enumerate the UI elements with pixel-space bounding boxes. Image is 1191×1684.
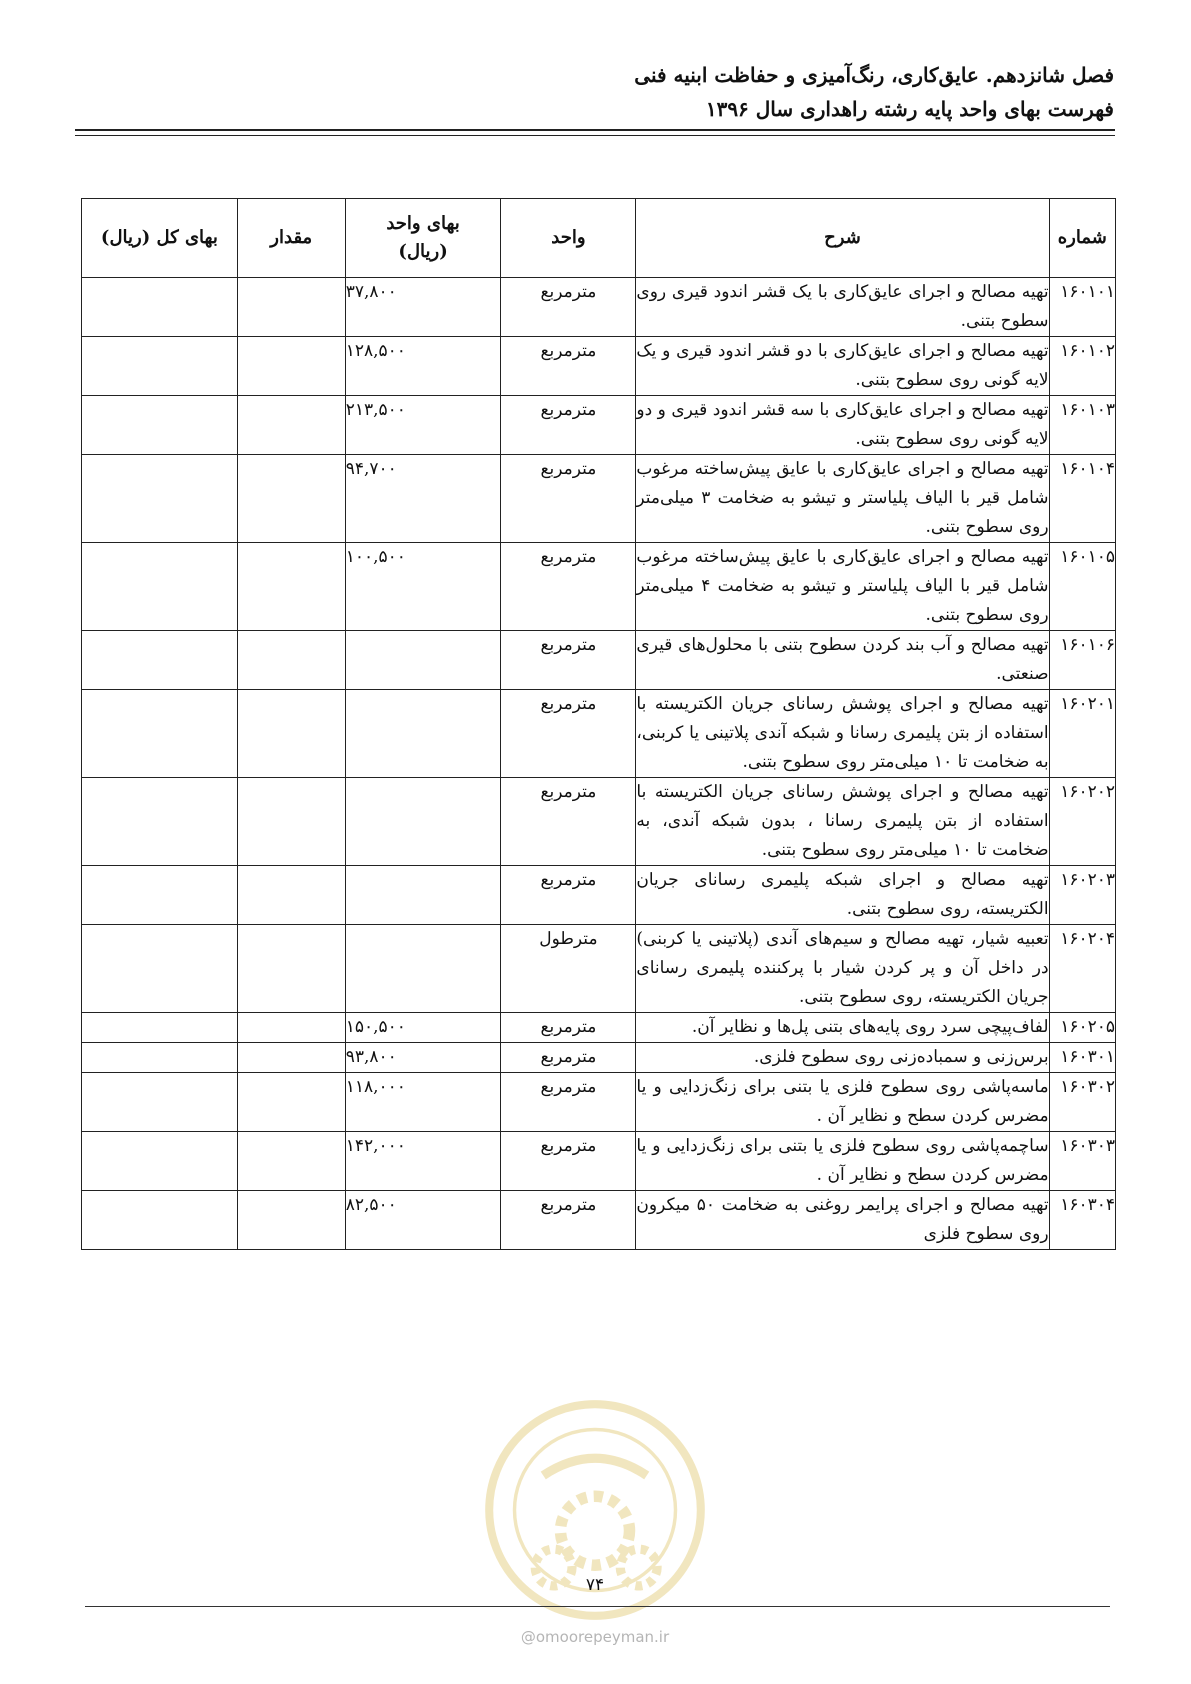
- item-unit-price: ۱۰۰,۵۰۰: [345, 543, 501, 631]
- item-code: ۱۶۰۲۰۵: [1049, 1013, 1115, 1043]
- item-description: تهیه مصالح و اجرای پرایمر روغنی به ضخامت ۵۰ میکرون روی سطوح فلزی: [636, 1191, 1049, 1250]
- item-unit-price: ۱۱۸,۰۰۰: [345, 1073, 501, 1132]
- item-quantity: [237, 1043, 345, 1073]
- item-code: ۱۶۰۲۰۴: [1049, 925, 1115, 1013]
- item-total-price: [82, 1073, 238, 1132]
- item-unit-price: ۱۲۸,۵۰۰: [345, 337, 501, 396]
- item-code: ۱۶۰۱۰۶: [1049, 631, 1115, 690]
- price-list-title: فهرست بهای واحد پایه رشته راهداری سال ۱۳۹۶: [705, 97, 1114, 121]
- item-unit: مترمربع: [501, 866, 636, 925]
- item-unit-price: [345, 925, 501, 1013]
- item-unit: مترمربع: [501, 1132, 636, 1191]
- item-description: ماسه‌پاشی روی سطوح فلزی یا بتنی برای زنگ‌زدایی و یا مضرس کردن سطح و نظایر آن .: [636, 1073, 1049, 1132]
- item-total-price: [82, 278, 238, 337]
- item-quantity: [237, 866, 345, 925]
- table-row: [82, 396, 1116, 455]
- header-rule-thin: [75, 135, 1115, 136]
- item-total-price: [82, 1043, 238, 1073]
- item-code: ۱۶۰۳۰۱: [1049, 1043, 1115, 1073]
- item-description: تهیه مصالح و اجرای عایق‌کاری با سه قشر اندود قیری و دو لایه گونی روی سطوح بتنی.: [636, 396, 1049, 455]
- item-code: ۱۶۰۲۰۱: [1049, 690, 1115, 778]
- item-total-price: [82, 455, 238, 543]
- item-unit-price: ۱۵۰,۵۰۰: [345, 1013, 501, 1043]
- item-description: تهیه مصالح و اجرای پوشش رسانای جریان الکتریسته با استفاده از بتن پلیمری رسانا ، بدون شبکه آندی، به ضخامت تا ۱۰ میلی‌متر روی سطوح بتنی.: [636, 778, 1049, 866]
- item-unit: مترمربع: [501, 631, 636, 690]
- item-unit-price: [345, 631, 501, 690]
- item-description: برس‌زنی و سمباده‌زنی روی سطوح فلزی.: [636, 1043, 1049, 1073]
- item-quantity: [237, 778, 345, 866]
- item-code: ۱۶۰۲۰۲: [1049, 778, 1115, 866]
- footer-rule: [85, 1606, 1110, 1607]
- website-watermark: @omoorepeyman.ir: [520, 1628, 670, 1646]
- item-quantity: [237, 690, 345, 778]
- item-description: تهیه مصالح و اجرای عایق‌کاری با دو قشر اندود قیری و یک لایه گونی روی سطوح بتنی.: [636, 337, 1049, 396]
- header-unit: واحد: [501, 199, 636, 278]
- page-header: [79, 58, 1114, 126]
- table-row: [82, 278, 1116, 337]
- header-rule-thick: [75, 129, 1115, 131]
- item-total-price: [82, 1013, 238, 1043]
- item-unit-price: ۸۲,۵۰۰: [345, 1191, 501, 1250]
- item-unit: مترمربع: [501, 778, 636, 866]
- item-unit: مترطول: [501, 925, 636, 1013]
- item-quantity: [237, 337, 345, 396]
- item-quantity: [237, 543, 345, 631]
- item-code: ۱۶۰۳۰۲: [1049, 1073, 1115, 1132]
- table-row: [82, 1073, 1116, 1132]
- item-total-price: [82, 1132, 238, 1191]
- item-quantity: [237, 455, 345, 543]
- item-unit: مترمربع: [501, 1043, 636, 1073]
- item-code: ۱۶۰۱۰۱: [1049, 278, 1115, 337]
- item-unit-price: ۱۴۲,۰۰۰: [345, 1132, 501, 1191]
- table-row: [82, 1132, 1116, 1191]
- item-code: ۱۶۰۱۰۵: [1049, 543, 1115, 631]
- item-quantity: [237, 1013, 345, 1043]
- item-total-price: [82, 866, 238, 925]
- item-code: ۱۶۰۳۰۳: [1049, 1132, 1115, 1191]
- price-table: [81, 198, 1116, 1250]
- item-unit: مترمربع: [501, 1073, 636, 1132]
- table-row: [82, 631, 1116, 690]
- header-code: شماره: [1049, 199, 1115, 278]
- item-unit: مترمربع: [501, 278, 636, 337]
- item-unit: مترمربع: [501, 543, 636, 631]
- item-unit: مترمربع: [501, 455, 636, 543]
- item-unit: مترمربع: [501, 1191, 636, 1250]
- table-row: [82, 1013, 1116, 1043]
- item-unit-price: ۲۱۳,۵۰۰: [345, 396, 501, 455]
- item-total-price: [82, 778, 238, 866]
- item-code: ۱۶۰۳۰۴: [1049, 1191, 1115, 1250]
- table-row: [82, 1191, 1116, 1250]
- table-row: [82, 543, 1116, 631]
- header-total-price: بهای کل (ریال): [82, 199, 238, 278]
- page-number: ۷۴: [585, 1575, 605, 1595]
- item-unit-price: [345, 690, 501, 778]
- item-description: تهیه مصالح و اجرای عایق‌کاری با عایق پیش‌ساخته مرغوب شامل قیر با الیاف پلیاستر و تیشو به ضخامت ۴ میلی‌متر روی سطوح بتنی.: [636, 543, 1049, 631]
- table-row: [82, 1043, 1116, 1073]
- item-description: تهیه مصالح و اجرای شبکه پلیمری رسانای جریان الکتریسته، روی سطوح بتنی.: [636, 866, 1049, 925]
- item-unit: مترمربع: [501, 396, 636, 455]
- item-unit-price: ۹۳,۸۰۰: [345, 1043, 501, 1073]
- item-description: لفاف‌پیچی سرد روی پایه‌های بتنی پل‌ها و نظایر آن.: [636, 1013, 1049, 1043]
- table-row: [82, 455, 1116, 543]
- item-total-price: [82, 690, 238, 778]
- item-description: تهیه مصالح و اجرای عایق‌کاری با یک قشر اندود قیری روی سطوح بتنی.: [636, 278, 1049, 337]
- item-description: تهیه مصالح و آب بند کردن سطوح بتنی با محلول‌های قیری صنعتی.: [636, 631, 1049, 690]
- item-description: تعبیه شیار، تهیه مصالح و سیم‌های آندی (پلاتینی یا کربنی) در داخل آن و پر کردن شیار با پرکننده پلیمری رسانای جریان الکتریسته، روی سطوح بتنی.: [636, 925, 1049, 1013]
- item-code: ۱۶۰۱۰۳: [1049, 396, 1115, 455]
- header-quantity: مقدار: [237, 199, 345, 278]
- item-total-price: [82, 543, 238, 631]
- table-row: [82, 690, 1116, 778]
- item-unit: مترمربع: [501, 690, 636, 778]
- item-code: ۱۶۰۱۰۴: [1049, 455, 1115, 543]
- item-unit: مترمربع: [501, 337, 636, 396]
- item-total-price: [82, 1191, 238, 1250]
- item-unit-price: ۳۷,۸۰۰: [345, 278, 501, 337]
- item-total-price: [82, 337, 238, 396]
- item-total-price: [82, 925, 238, 1013]
- item-quantity: [237, 396, 345, 455]
- item-unit-price: [345, 778, 501, 866]
- table-row: [82, 337, 1116, 396]
- item-total-price: [82, 396, 238, 455]
- item-total-price: [82, 631, 238, 690]
- item-quantity: [237, 278, 345, 337]
- table-row: [82, 925, 1116, 1013]
- item-unit-price: ۹۴,۷۰۰: [345, 455, 501, 543]
- item-quantity: [237, 631, 345, 690]
- item-unit-price: [345, 866, 501, 925]
- chapter-title: فصل شانزدهم. عایق‌کاری، رنگ‌آمیزی و حفاظت ابنیه فنی: [634, 63, 1114, 87]
- item-code: ۱۶۰۲۰۳: [1049, 866, 1115, 925]
- item-description: تهیه مصالح و اجرای پوشش رسانای جریان الکتریسته با استفاده از بتن پلیمری رسانا و شبکه آندی پلاتینی یا کربنی، به ضخامت تا ۱۰ میلی‌متر روی سطوح بتنی.: [636, 690, 1049, 778]
- item-quantity: [237, 925, 345, 1013]
- table-header-row: [82, 199, 1116, 278]
- item-code: ۱۶۰۱۰۲: [1049, 337, 1115, 396]
- header-description: شرح: [636, 199, 1049, 278]
- item-unit: مترمربع: [501, 1013, 636, 1043]
- header-unit-price: بهای واحد (ریال): [345, 199, 501, 278]
- item-quantity: [237, 1073, 345, 1132]
- item-quantity: [237, 1191, 345, 1250]
- item-quantity: [237, 1132, 345, 1191]
- item-description: ساچمه‌پاشی روی سطوح فلزی یا بتنی برای زنگ‌زدایی و یا مضرس کردن سطح و نظایر آن .: [636, 1132, 1049, 1191]
- table-row: [82, 778, 1116, 866]
- table-row: [82, 866, 1116, 925]
- item-description: تهیه مصالح و اجرای عایق‌کاری با عایق پیش‌ساخته مرغوب شامل قیر با الیاف پلیاستر و تیشو به ضخامت ۳ میلی‌متر روی سطوح بتنی.: [636, 455, 1049, 543]
